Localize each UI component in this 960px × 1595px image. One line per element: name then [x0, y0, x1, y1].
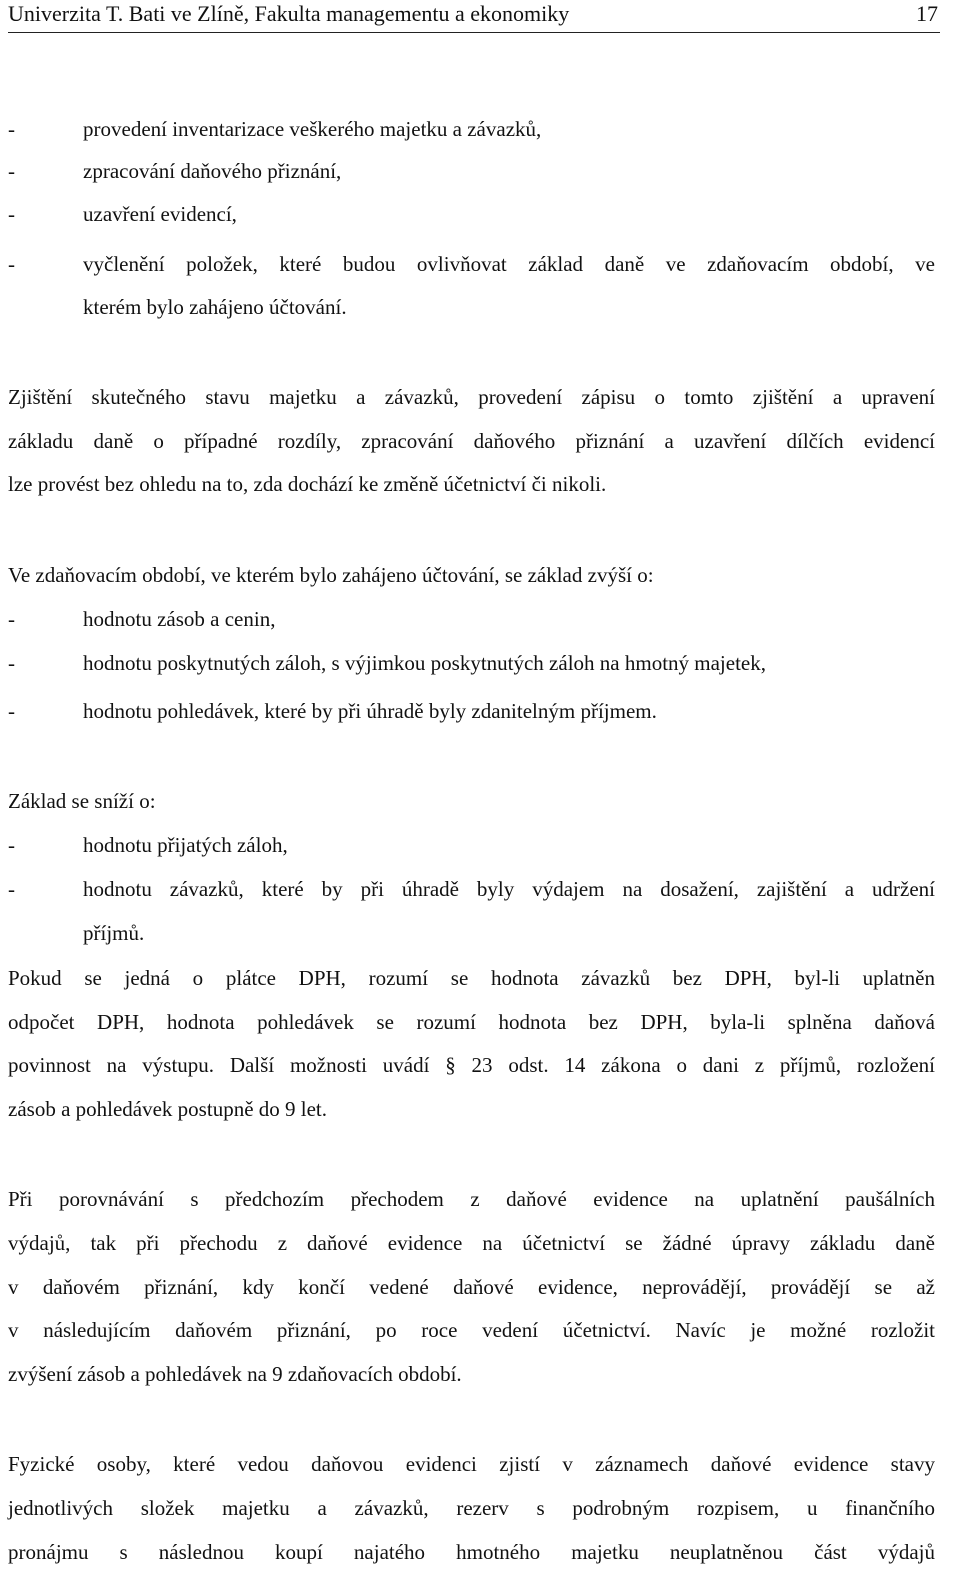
paragraph-line: pronájmu s následnou koupí najatého hmotného majetku neuplatněnou část výdajů [8, 1540, 935, 1564]
list-dash: - [8, 833, 15, 857]
list-dash: - [8, 607, 15, 631]
list-item: zpracování daňového přiznání, [83, 159, 342, 183]
paragraph-line: Při porovnávání s předchozím přechodem z daňové evidence na uplatnění paušálních [8, 1187, 935, 1211]
paragraph-line: povinnost na výstupu. Další možnosti uvádí § 23 odst. 14 zákona o dani z příjmů, rozložení [8, 1053, 935, 1077]
paragraph-line: Fyzické osoby, které vedou daňovou evidenci zjistí v záznamech daňové evidence stavy [8, 1452, 935, 1476]
list-dash: - [8, 877, 15, 901]
paragraph-line: zásob a pohledávek postupně do 9 let. [8, 1097, 327, 1121]
list-dash: - [8, 699, 15, 723]
list-dash: - [8, 252, 15, 276]
paragraph-line: odpočet DPH, hodnota pohledávek se rozumí hodnota bez DPH, byla-li splněna daňová [8, 1010, 935, 1034]
list-item: vyčlenění položek, které budou ovlivňovat základ daně ve zdaňovacím období, ve [83, 252, 935, 276]
paragraph-line: v daňovém přiznání, kdy končí vedené daňové evidence, neprovádějí, provádějí se až [8, 1275, 935, 1299]
list-item: hodnotu poskytnutých záloh, s výjimkou poskytnutých záloh na hmotný majetek, [83, 651, 766, 675]
list-item: hodnotu závazků, které by při úhradě byly výdajem na dosažení, zajištění a udržení [83, 877, 935, 901]
list-item: provedení inventarizace veškerého majetku a závazků, [83, 117, 542, 141]
list-item: uzavření evidencí, [83, 202, 237, 226]
paragraph-line: jednotlivých složek majetku a závazků, rezerv s podrobným rozpisem, u finančního [8, 1496, 935, 1520]
paragraph-line: lze provést bez ohledu na to, zda dochází ke změně účetnictví či nikoli. [8, 472, 607, 496]
list-item: hodnotu pohledávek, které by při úhradě byly zdanitelným příjmem. [83, 699, 657, 723]
list-dash: - [8, 117, 15, 141]
paragraph-line: výdajů, tak při přechodu z daňové evidence na účetnictví se žádné úpravy základu daně [8, 1231, 935, 1255]
list-item-continuation: kterém bylo zahájeno účtování. [83, 295, 347, 319]
header-title: Univerzita T. Bati ve Zlíně, Fakulta managementu a ekonomiky [8, 1, 570, 26]
paragraph-line: Zjištění skutečného stavu majetku a závazků, provedení zápisu o tomto zjištění a upravení [8, 385, 935, 409]
paragraph-line: Základ se sníží o: [8, 789, 156, 813]
paragraph-line: Pokud se jedná o plátce DPH, rozumí se hodnota závazků bez DPH, byl-li uplatněn [8, 966, 935, 990]
paragraph-line: v následujícím daňovém přiznání, po roce vedení účetnictví. Navíc je možné rozložit [8, 1318, 935, 1342]
paragraph-line: Ve zdaňovacím období, ve kterém bylo zahájeno účtování, se základ zvýší o: [8, 563, 654, 587]
list-item: hodnotu přijatých záloh, [83, 833, 288, 857]
paragraph-line: zvýšení zásob a pohledávek na 9 zdaňovacích období. [8, 1362, 462, 1386]
page-number: 17 [916, 1, 938, 26]
list-item-continuation: příjmů. [83, 921, 145, 945]
list-item: hodnotu zásob a cenin, [83, 607, 276, 631]
list-dash: - [8, 202, 15, 226]
list-dash: - [8, 651, 15, 675]
page-header [8, 0, 940, 33]
list-dash: - [8, 159, 15, 183]
paragraph-line: základu daně o případné rozdíly, zpracování daňového přiznání a uzavření dílčích evidencí [8, 429, 935, 453]
